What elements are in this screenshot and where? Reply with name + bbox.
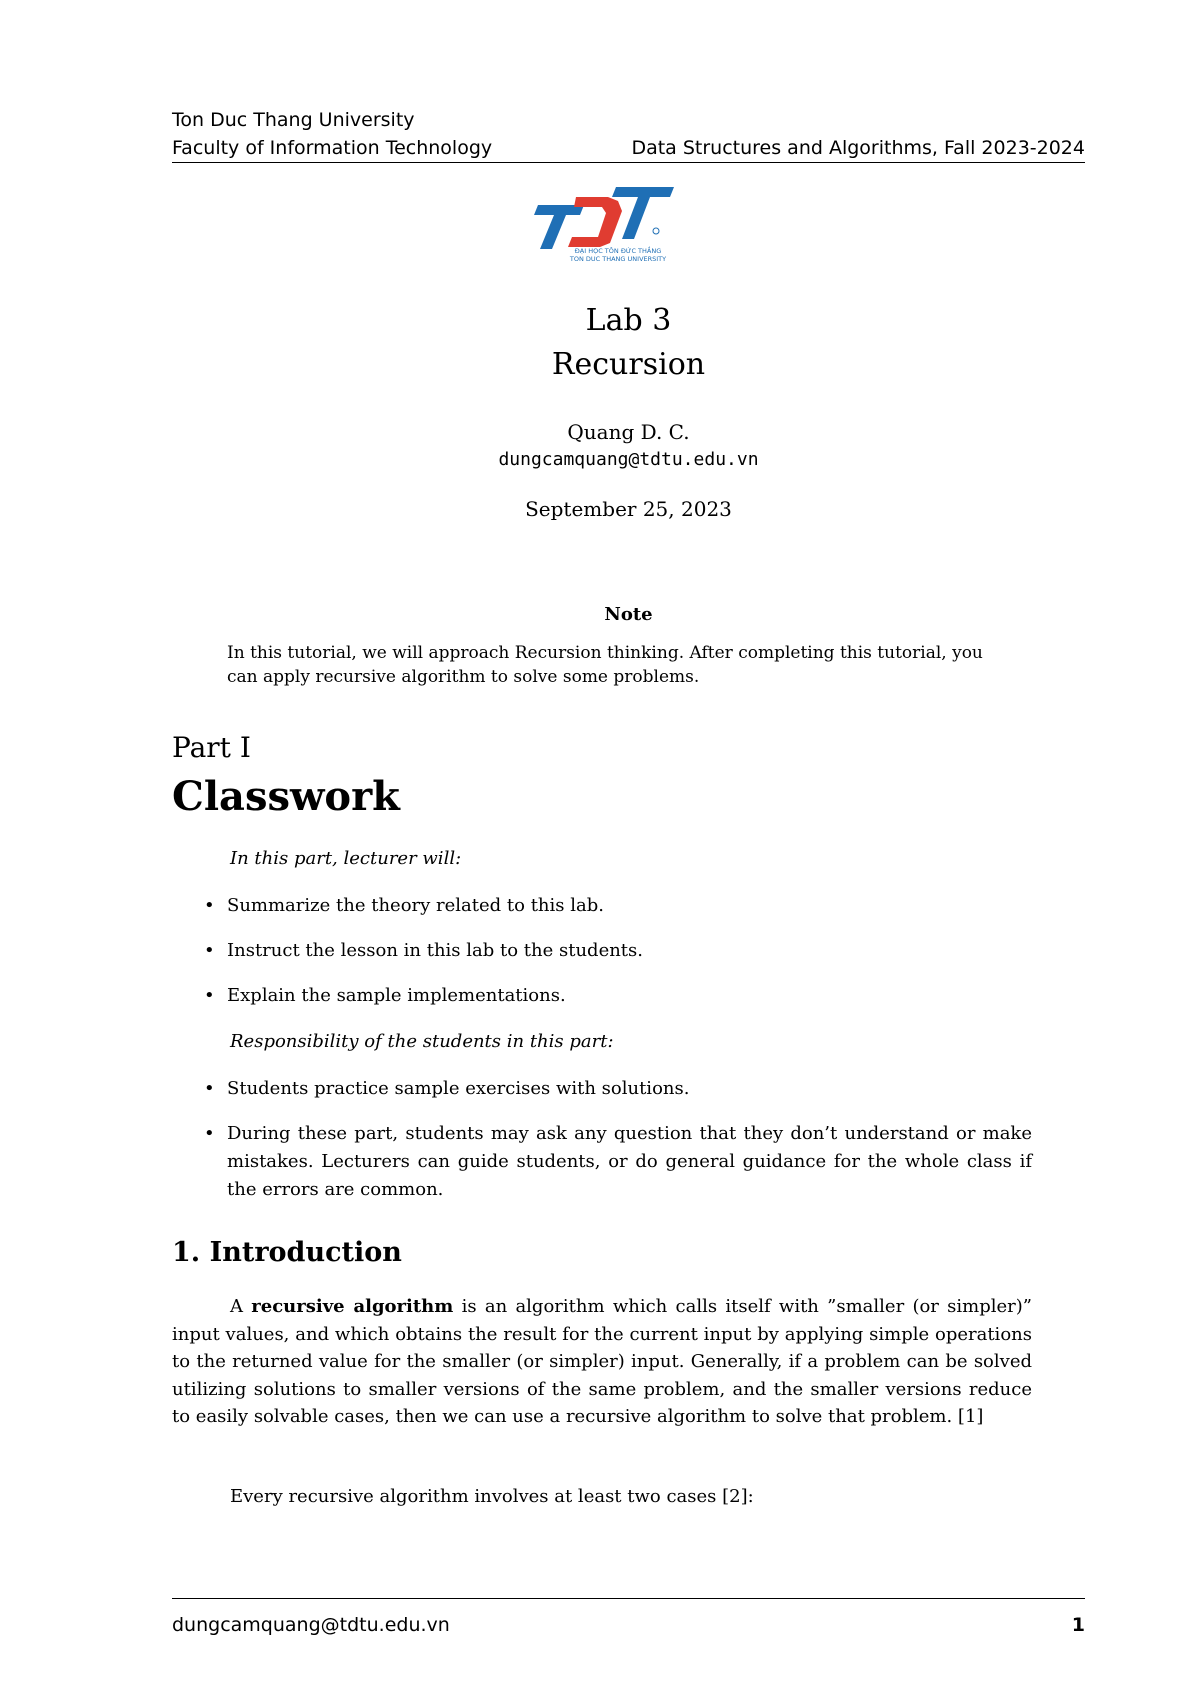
lab-subtitle: Recursion: [551, 347, 706, 382]
author-email: dungcamquang@tdtu.edu.vn: [498, 449, 759, 470]
list-item-text: Students practice sample exercises with solutions.: [227, 1078, 690, 1099]
logo-tagline-2: TON DUC THANG UNIVERSITY: [569, 255, 667, 263]
bullet-icon: •: [204, 1078, 215, 1099]
page-header: [172, 106, 1085, 162]
student-intro: Responsibility of the students in this part:: [230, 1031, 614, 1052]
bullet-icon: •: [204, 895, 215, 916]
paragraph-lead: A: [230, 1296, 243, 1317]
bullet-icon: •: [204, 985, 215, 1006]
student-list: [202, 1075, 1032, 1221]
paragraph-body: is an algorithm which calls itself with ”smaller (or simpler)” input values, and which obtains the result for the current input by applying simple operations to the returned value for the smaller (or simpler) input. Generally, if a problem can be solved utilizing solutions to smaller versions of the same problem, and the smaller versions reduce to easily solvable cases, then we can use a recursive algorithm to solve that problem. [1]: [172, 1296, 1033, 1427]
section-number: 1.: [172, 1237, 201, 1268]
list-item-text: Summarize the theory related to this lab.: [227, 895, 604, 916]
intro-paragraph: [172, 1293, 1032, 1431]
lecturer-list: [202, 892, 1032, 1027]
section-heading: [172, 1235, 402, 1271]
list-item-text: Instruct the lesson in this lab to the students.: [227, 940, 644, 961]
tdt-logo-icon: [528, 183, 674, 267]
cases-line: Every recursive algorithm involves at least two cases [2]:: [230, 1486, 754, 1507]
page-footer: [172, 1612, 1085, 1638]
list-item-text: Explain the sample implementations.: [227, 985, 566, 1006]
header-course: Data Structures and Algorithms, Fall 2023-2024: [631, 137, 1085, 159]
list-item: [202, 937, 1032, 965]
bullet-icon: •: [204, 940, 215, 961]
list-item: [202, 1120, 1032, 1204]
section-title: Introduction: [209, 1237, 402, 1268]
footer-rule: [172, 1598, 1085, 1599]
footer-email: dungcamquang@tdtu.edu.vn: [172, 1614, 450, 1636]
author-name: Quang D. C.: [567, 420, 690, 444]
note-heading: Note: [604, 604, 653, 625]
bullet-icon: •: [204, 1123, 215, 1144]
paragraph-term: recursive algorithm: [251, 1296, 454, 1317]
header-faculty: Faculty of Information Technology: [172, 137, 493, 159]
lecturer-intro: In this part, lecturer will:: [230, 848, 462, 869]
note-body: In this tutorial, we will approach Recursion thinking. After completing this tutorial, you can apply recursive algorithm to solve some problems.: [227, 643, 983, 687]
header-row: [172, 134, 1085, 162]
lab-title: Lab 3: [585, 303, 672, 338]
page-number: 1: [1071, 1614, 1085, 1636]
tdt-logo-graphic: [528, 183, 674, 267]
list-item: [202, 892, 1032, 920]
header-university: Ton Duc Thang University: [172, 109, 415, 131]
logo-tagline-1: ĐẠI HỌC TÔN ĐỨC THẮNG: [574, 247, 662, 255]
list-item: [202, 1075, 1032, 1103]
header-rule: [172, 162, 1085, 163]
list-item-text: During these part, students may ask any question that they don’t understand or make mistakes. Lecturers can guide students, or do general guidance for the whole class if the errors are common.: [227, 1123, 1032, 1200]
list-item: [202, 982, 1032, 1010]
document-date: September 25, 2023: [525, 497, 732, 521]
part-label: Part I: [172, 731, 251, 764]
part-title: Classwork: [172, 773, 400, 820]
